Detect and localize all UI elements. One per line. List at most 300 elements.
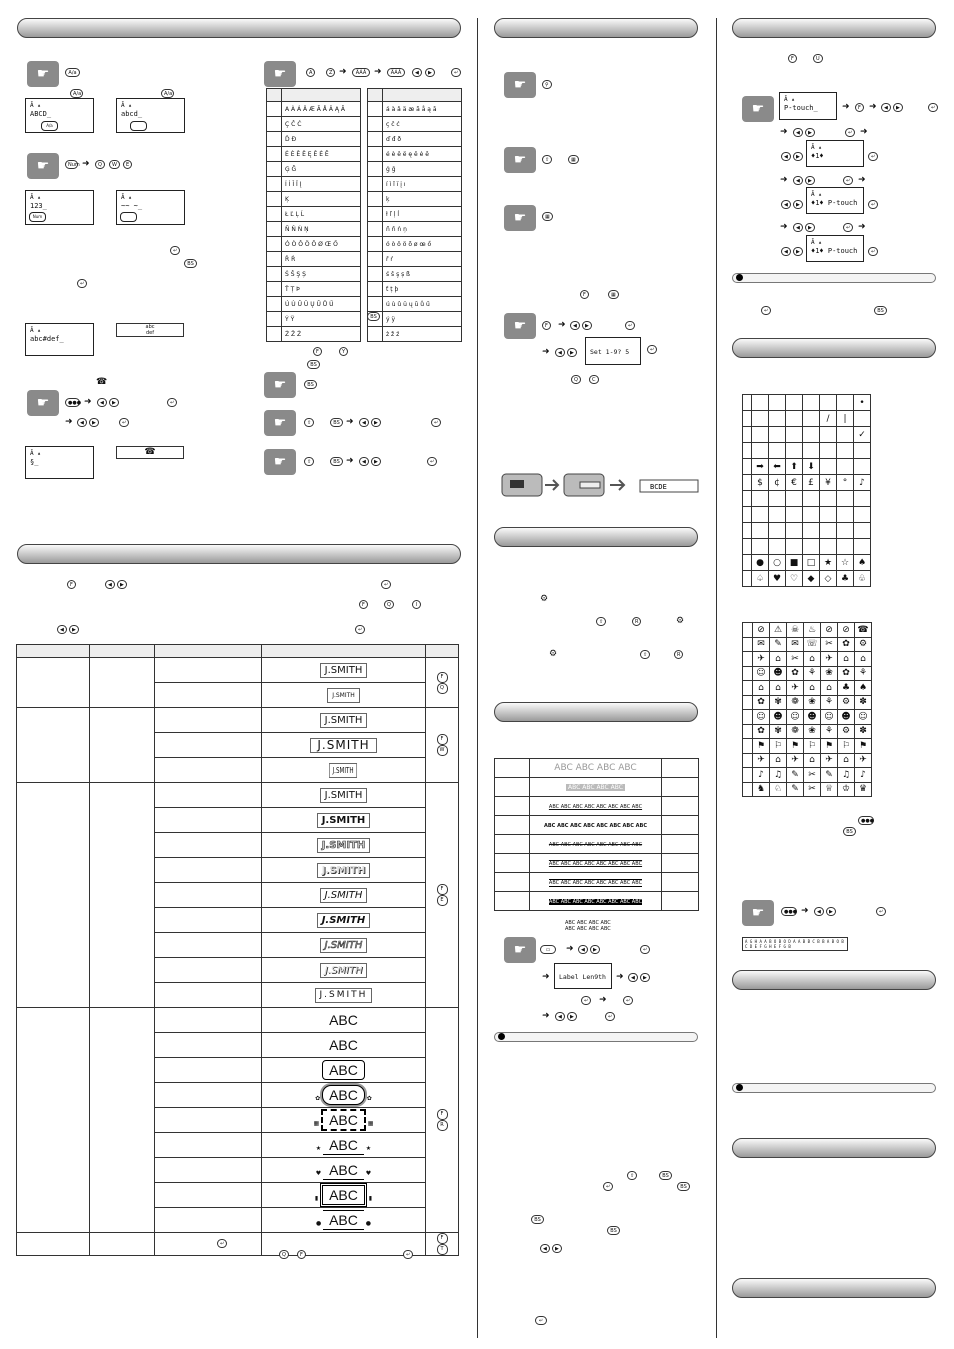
left-arrow-key[interactable]: ◀ — [555, 348, 565, 357]
pictograph-cell[interactable]: ⚐ — [804, 739, 821, 754]
symbol-cell[interactable] — [820, 491, 837, 507]
r-key[interactable]: R — [674, 650, 683, 659]
symbol-cell[interactable]: ★ — [820, 555, 837, 571]
symbol-cell[interactable] — [752, 491, 769, 507]
pictograph-cell[interactable]: ⌂ — [804, 753, 821, 768]
right-arrow-key[interactable]: ▶ — [109, 398, 119, 407]
pictograph-cell[interactable]: ✈ — [821, 652, 838, 667]
pictograph-cell[interactable]: ⚑ — [855, 739, 872, 754]
symbol-cell[interactable]: ■ — [786, 555, 803, 571]
pictograph-cell[interactable]: ☎ — [855, 623, 872, 638]
pictograph-cell[interactable]: ♞ — [753, 782, 770, 797]
pictograph-cell[interactable]: ✉ — [753, 637, 770, 652]
pictograph-cell[interactable]: ✿ — [838, 666, 855, 681]
left-arrow-key[interactable]: ◀ — [793, 128, 803, 137]
symbol-cell[interactable]: | — [837, 411, 854, 427]
bs-key-3[interactable]: BS — [307, 360, 320, 369]
symbol-cell[interactable]: £ — [803, 475, 820, 491]
return-key-2[interactable]: ↵ — [77, 279, 87, 288]
symbol-cell[interactable] — [786, 427, 803, 443]
combo-key[interactable]: R — [437, 1120, 448, 1131]
pictograph-cell[interactable]: ⚑ — [787, 739, 804, 754]
a-key[interactable]: A — [306, 68, 315, 77]
pictograph-cell[interactable]: ✿ — [787, 666, 804, 681]
symbol-cell[interactable] — [820, 443, 837, 459]
pictograph-cell[interactable]: ❀ — [804, 724, 821, 739]
right-arrow-key[interactable]: ▶ — [805, 128, 815, 137]
right-arrow-key[interactable]: ▶ — [425, 68, 435, 77]
w-key[interactable]: W — [109, 160, 120, 169]
left-arrow-key[interactable]: ◀ — [781, 152, 791, 161]
symbol-cell[interactable]: ¢ — [769, 475, 786, 491]
pictograph-cell[interactable]: ☻ — [804, 710, 821, 725]
symbol-cell[interactable]: ♡ — [786, 571, 803, 587]
pictograph-cell[interactable]: ⚙ — [855, 637, 872, 652]
symbol-cell[interactable] — [854, 411, 871, 427]
symbol-cell[interactable] — [854, 459, 871, 475]
symbol-cell[interactable] — [752, 507, 769, 523]
pictograph-cell[interactable]: ✂ — [821, 637, 838, 652]
return-key-7[interactable]: ↵ — [427, 457, 437, 466]
left-arrow-key[interactable]: ◀ — [881, 103, 891, 112]
shift-key[interactable]: ⇧ — [542, 155, 552, 164]
right-arrow-key[interactable]: ▶ — [552, 1244, 562, 1253]
pictograph-cell[interactable]: ✈ — [787, 753, 804, 768]
caps-key-small[interactable]: A/a — [70, 89, 83, 98]
return-key-27[interactable]: ↵ — [761, 306, 771, 315]
symbol-cell[interactable]: ● — [752, 555, 769, 571]
symbol-cell[interactable]: $ — [752, 475, 769, 491]
return-key-25[interactable]: ↵ — [843, 223, 853, 232]
symbol-cell[interactable] — [837, 491, 854, 507]
pictograph-cell[interactable]: ☺ — [753, 710, 770, 725]
return-key-5[interactable]: ↵ — [451, 68, 461, 77]
pictograph-cell[interactable]: ✿ — [753, 724, 770, 739]
pictograph-cell[interactable]: ♔ — [838, 782, 855, 797]
shift-key-5[interactable]: ⇧ — [627, 1171, 637, 1180]
symbol-cell[interactable] — [854, 523, 871, 539]
pictograph-cell[interactable]: ✾ — [770, 724, 787, 739]
bs-key-4[interactable]: BS — [304, 380, 317, 389]
symbol-cell[interactable]: ♤ — [752, 571, 769, 587]
symbol-cell[interactable]: ♣ — [837, 571, 854, 587]
right-arrow-key[interactable]: ▶ — [805, 223, 815, 232]
right-arrow-key[interactable]: ▶ — [69, 625, 79, 634]
symbol-cell[interactable] — [820, 523, 837, 539]
symbol-cell[interactable] — [820, 395, 837, 411]
pictograph-cell[interactable]: ⚑ — [753, 739, 770, 754]
symbol-cell[interactable] — [769, 507, 786, 523]
pictograph-cell[interactable]: ✈ — [753, 753, 770, 768]
right-arrow-key[interactable]: ▶ — [640, 973, 650, 982]
return-key-12[interactable]: ↵ — [625, 321, 635, 330]
right-arrow-key[interactable]: ▶ — [590, 945, 600, 954]
pictograph-cell[interactable]: ❁ — [787, 724, 804, 739]
print-key-3[interactable]: ▦ — [608, 290, 619, 299]
symbol-cell[interactable] — [769, 539, 786, 555]
right-arrow-key[interactable]: ▶ — [793, 200, 803, 209]
symbol-cell[interactable] — [803, 491, 820, 507]
symbol-key-3[interactable]: ●●● — [781, 907, 797, 916]
right-arrow-key[interactable]: ▶ — [805, 176, 815, 185]
symbol-cell[interactable]: ° — [837, 475, 854, 491]
symbol-cell[interactable] — [752, 539, 769, 555]
r-key[interactable]: R — [632, 617, 641, 626]
return-key-23[interactable]: ↵ — [843, 176, 853, 185]
right-arrow-key[interactable]: ▶ — [793, 152, 803, 161]
bs-key-2[interactable]: BS — [367, 312, 380, 321]
right-arrow-key[interactable]: ▶ — [893, 103, 903, 112]
symbol-cell[interactable] — [769, 491, 786, 507]
pictograph-cell[interactable]: ☻ — [770, 710, 787, 725]
symbol-cell[interactable] — [786, 443, 803, 459]
bs-key-9[interactable]: BS — [531, 1215, 544, 1224]
symbol-cell[interactable] — [820, 427, 837, 443]
combo-key[interactable]: F — [437, 672, 448, 683]
i-key[interactable]: I — [412, 600, 421, 609]
pictograph-cell[interactable]: ⚘ — [855, 666, 872, 681]
symbol-cell[interactable] — [803, 443, 820, 459]
symbol-cell[interactable] — [837, 427, 854, 443]
symbol-cell[interactable] — [786, 395, 803, 411]
pictograph-cell[interactable]: ⊘ — [753, 623, 770, 638]
symbol-cell[interactable]: ◆ — [803, 571, 820, 587]
symbol-cell[interactable] — [786, 523, 803, 539]
symbol-cell[interactable] — [786, 539, 803, 555]
pictograph-cell[interactable]: ✂ — [804, 768, 821, 783]
symbol-cell[interactable] — [837, 395, 854, 411]
pictograph-cell[interactable]: ❀ — [804, 695, 821, 710]
symbol-cell[interactable]: ♧ — [854, 571, 871, 587]
right-arrow-key[interactable]: ▶ — [371, 457, 381, 466]
return-key-3[interactable]: ↵ — [167, 398, 177, 407]
pictograph-cell[interactable]: ♕ — [821, 782, 838, 797]
left-arrow-key[interactable]: ◀ — [97, 398, 107, 407]
f-key[interactable]: F — [542, 321, 551, 330]
pictograph-cell[interactable]: ✉ — [787, 637, 804, 652]
pictograph-cell[interactable]: ✈ — [787, 681, 804, 696]
pictograph-cell[interactable]: ☺ — [787, 710, 804, 725]
f-key[interactable]: F — [297, 1250, 306, 1259]
bs-key-11[interactable]: BS — [874, 306, 887, 315]
pictograph-cell[interactable]: ⌂ — [838, 753, 855, 768]
bs-key-8[interactable]: BS — [677, 1182, 690, 1191]
pictograph-cell[interactable]: ⌂ — [855, 652, 872, 667]
pictograph-cell[interactable]: ☏ — [804, 637, 821, 652]
pictograph-cell[interactable]: ⚑ — [821, 739, 838, 754]
symbol-cell[interactable] — [769, 427, 786, 443]
pictograph-cell[interactable]: ⌂ — [821, 681, 838, 696]
pictograph-cell[interactable]: ☺ — [855, 710, 872, 725]
left-arrow-key[interactable]: ◀ — [628, 973, 638, 982]
symbol-cell[interactable]: □ — [803, 555, 820, 571]
q-key[interactable]: Q — [279, 1250, 289, 1259]
combo-key[interactable]: W — [437, 745, 448, 756]
right-arrow-key[interactable]: ▶ — [826, 907, 836, 916]
q-key[interactable]: Q — [95, 160, 105, 169]
symbol-cell[interactable]: ✓ — [854, 427, 871, 443]
left-arrow-key[interactable]: ◀ — [412, 68, 422, 77]
left-arrow-key[interactable]: ◀ — [57, 625, 67, 634]
f-key[interactable]: F — [855, 103, 864, 112]
pictograph-cell[interactable]: ♪ — [855, 768, 872, 783]
pictograph-cell[interactable]: ♠ — [855, 681, 872, 696]
bs-key-7[interactable]: BS — [659, 1171, 672, 1180]
left-arrow-key[interactable]: ◀ — [105, 580, 115, 589]
pictograph-cell[interactable]: ♘ — [770, 782, 787, 797]
symbol-cell[interactable]: ⬇ — [803, 459, 820, 475]
search-icon[interactable]: ⚲ — [542, 80, 552, 89]
symbol-cell[interactable]: € — [786, 475, 803, 491]
accent-key-2[interactable]: ÄÁÂ — [387, 68, 405, 77]
symbol-cell[interactable] — [786, 507, 803, 523]
symbol-cell[interactable] — [837, 539, 854, 555]
pictograph-cell[interactable]: ✾ — [770, 695, 787, 710]
symbol-cell[interactable]: ○ — [769, 555, 786, 571]
u-key[interactable]: U — [813, 54, 823, 63]
pictograph-cell[interactable]: ♣ — [838, 681, 855, 696]
return-key-20[interactable]: ↵ — [928, 103, 938, 112]
pictograph-cell[interactable]: ⌂ — [753, 681, 770, 696]
symbol-cell[interactable] — [820, 459, 837, 475]
return-key-24[interactable]: ↵ — [868, 200, 878, 209]
f-key[interactable]: F — [359, 600, 368, 609]
combo-key[interactable]: Q — [437, 683, 448, 694]
right-arrow-key[interactable]: ▶ — [371, 418, 381, 427]
combo-key[interactable]: F — [437, 734, 448, 745]
pictograph-cell[interactable]: ♛ — [855, 782, 872, 797]
label-length-key[interactable]: ▭ — [540, 945, 556, 954]
symbol-cell[interactable] — [854, 491, 871, 507]
left-arrow-key[interactable]: ◀ — [793, 176, 803, 185]
pictograph-cell[interactable]: ✿ — [838, 637, 855, 652]
symbol-cell[interactable] — [769, 443, 786, 459]
f-key[interactable]: F — [580, 290, 589, 299]
pictograph-cell[interactable]: ⌂ — [804, 652, 821, 667]
return-key-6[interactable]: ↵ — [431, 418, 441, 427]
z-key[interactable]: Z — [326, 68, 335, 77]
symbol-cell[interactable]: ☆ — [837, 555, 854, 571]
pictograph-cell[interactable]: ☻ — [838, 710, 855, 725]
left-arrow-key[interactable]: ◀ — [814, 907, 824, 916]
combo-key[interactable]: F — [437, 1109, 448, 1120]
pictograph-cell[interactable]: ☺ — [821, 710, 838, 725]
return-key-26[interactable]: ↵ — [868, 247, 878, 256]
left-arrow-key[interactable]: ◀ — [77, 418, 87, 427]
symbol-cell[interactable] — [803, 523, 820, 539]
shift-key[interactable]: ⇧ — [304, 418, 314, 427]
left-arrow-key[interactable]: ◀ — [793, 223, 803, 232]
return-key[interactable]: ↵ — [170, 246, 180, 255]
symbol-cell[interactable]: ➡ — [752, 459, 769, 475]
num-key[interactable]: Num — [65, 160, 78, 169]
pictograph-cell[interactable]: ⌂ — [838, 652, 855, 667]
pictograph-cell[interactable]: ✎ — [787, 768, 804, 783]
symbol-cell[interactable] — [786, 491, 803, 507]
symbol-cell[interactable] — [752, 427, 769, 443]
pictograph-cell[interactable]: ✂ — [804, 782, 821, 797]
combo-key[interactable]: F — [437, 1233, 448, 1244]
pictograph-cell[interactable]: ⌂ — [770, 753, 787, 768]
pictograph-cell[interactable]: ✽ — [855, 724, 872, 739]
print-key-2[interactable]: ▦ — [542, 212, 553, 221]
return-key-10[interactable]: ↵ — [217, 1239, 227, 1248]
symbol-cell[interactable] — [769, 411, 786, 427]
symbol-cell[interactable] — [803, 507, 820, 523]
f-key[interactable]: F — [788, 54, 797, 63]
return-key-8[interactable]: ↵ — [381, 580, 391, 589]
symbol-cell[interactable] — [854, 443, 871, 459]
pictograph-cell[interactable]: ✈ — [821, 753, 838, 768]
right-arrow-key[interactable]: ▶ — [117, 580, 127, 589]
symbol-cell[interactable] — [820, 507, 837, 523]
left-arrow-key[interactable]: ◀ — [359, 418, 369, 427]
symbol-cell[interactable]: ♠ — [854, 555, 871, 571]
pictograph-cell[interactable]: ✈ — [855, 753, 872, 768]
symbol-cell[interactable] — [837, 507, 854, 523]
pictograph-cell[interactable]: ⚐ — [838, 739, 855, 754]
right-arrow-key[interactable]: ▶ — [582, 321, 592, 330]
symbol-cell[interactable] — [837, 443, 854, 459]
return-key-21[interactable]: ↵ — [845, 128, 855, 137]
symbol-cell[interactable] — [752, 411, 769, 427]
pictograph-cell[interactable]: ⚘ — [821, 695, 838, 710]
return-key-22[interactable]: ↵ — [868, 152, 878, 161]
pictograph-cell[interactable]: ❀ — [821, 666, 838, 681]
pictograph-cell[interactable]: ⌂ — [804, 681, 821, 696]
symbol-cell[interactable]: ♪ — [854, 475, 871, 491]
symbol-cell[interactable] — [752, 523, 769, 539]
y-key[interactable]: Y — [339, 347, 348, 356]
pictograph-cell[interactable]: ⊘ — [838, 623, 855, 638]
pictograph-cell[interactable]: ✎ — [821, 768, 838, 783]
pictograph-cell[interactable]: ♫ — [838, 768, 855, 783]
symbol-key[interactable]: ●●● — [65, 398, 80, 407]
symbol-cell[interactable] — [769, 523, 786, 539]
bs-key-5[interactable]: BS — [330, 418, 343, 427]
return-key-13[interactable]: ↵ — [647, 345, 657, 354]
right-arrow-key[interactable]: ▶ — [567, 1012, 577, 1021]
pictograph-cell[interactable]: ☺ — [753, 666, 770, 681]
pictograph-cell[interactable]: ✿ — [753, 695, 770, 710]
symbol-cell[interactable]: ⬆ — [786, 459, 803, 475]
left-arrow-key[interactable]: ◀ — [781, 247, 791, 256]
pictograph-cell[interactable]: ⊘ — [821, 623, 838, 638]
shift-key-4[interactable]: ⇧ — [640, 650, 650, 659]
symbol-cell[interactable]: ¥ — [820, 475, 837, 491]
symbol-cell[interactable] — [837, 459, 854, 475]
return-key-9[interactable]: ↵ — [355, 625, 365, 634]
return-key-19[interactable]: ↵ — [535, 1316, 547, 1325]
right-arrow-key[interactable]: ▶ — [567, 348, 577, 357]
return-key-11[interactable]: ↵ — [403, 1250, 413, 1259]
symbol-key-2[interactable]: ●●● — [858, 816, 874, 825]
pictograph-cell[interactable]: ⚘ — [804, 666, 821, 681]
symbol-cell[interactable]: • — [854, 395, 871, 411]
print-key[interactable]: ▦ — [568, 155, 579, 164]
symbol-cell[interactable]: ⬅ — [769, 459, 786, 475]
pictograph-cell[interactable]: ⌂ — [770, 652, 787, 667]
pictograph-cell[interactable]: ⚠ — [770, 623, 787, 638]
q-key[interactable]: Q — [384, 600, 394, 609]
symbol-cell[interactable]: ♥ — [769, 571, 786, 587]
symbol-cell[interactable] — [820, 539, 837, 555]
c-key[interactable]: C — [589, 375, 599, 384]
return-key-16[interactable]: ↵ — [623, 996, 633, 1005]
e-key[interactable]: E — [123, 160, 132, 169]
q-key[interactable]: Q — [571, 375, 581, 384]
left-arrow-key[interactable]: ◀ — [555, 1012, 565, 1021]
return-key-28[interactable]: ↵ — [876, 907, 886, 916]
symbol-cell[interactable] — [854, 539, 871, 555]
symbol-cell[interactable] — [769, 395, 786, 411]
symbol-cell[interactable]: / — [820, 411, 837, 427]
left-arrow-key[interactable]: ◀ — [781, 200, 791, 209]
pictograph-cell[interactable]: ✽ — [855, 695, 872, 710]
symbol-cell[interactable] — [752, 443, 769, 459]
bs-key-12[interactable]: BS — [843, 827, 856, 836]
pictograph-cell[interactable]: ♫ — [770, 768, 787, 783]
left-arrow-key[interactable]: ◀ — [570, 321, 580, 330]
return-key-17[interactable]: ↵ — [605, 1012, 615, 1021]
bs-key-6[interactable]: BS — [330, 457, 343, 466]
left-arrow-key[interactable]: ◀ — [540, 1244, 550, 1253]
left-arrow-key[interactable]: ◀ — [359, 457, 369, 466]
bs-key[interactable]: BS — [184, 259, 197, 268]
symbol-cell[interactable] — [803, 395, 820, 411]
pictograph-cell[interactable]: ⌂ — [770, 681, 787, 696]
symbol-cell[interactable] — [837, 523, 854, 539]
pictograph-cell[interactable]: ✎ — [787, 782, 804, 797]
return-key-18[interactable]: ↵ — [603, 1182, 613, 1191]
pictograph-cell[interactable]: ⚙ — [838, 724, 855, 739]
return-key-14[interactable]: ↵ — [640, 945, 650, 954]
pictograph-cell[interactable]: ♨ — [804, 623, 821, 638]
symbol-cell[interactable] — [803, 411, 820, 427]
pictograph-cell[interactable]: ✈ — [753, 652, 770, 667]
caps-key-small-2[interactable]: A/a — [161, 89, 174, 98]
right-arrow-key[interactable]: ▶ — [793, 247, 803, 256]
return-key-4[interactable]: ↵ — [119, 418, 129, 427]
pictograph-cell[interactable]: ☠ — [787, 623, 804, 638]
symbol-cell[interactable] — [786, 411, 803, 427]
symbol-cell[interactable]: ◇ — [820, 571, 837, 587]
pictograph-cell[interactable]: ☻ — [770, 666, 787, 681]
shift-key-3[interactable]: ⇧ — [596, 617, 606, 626]
pictograph-cell[interactable]: ⚐ — [770, 739, 787, 754]
right-arrow-key[interactable]: ▶ — [89, 418, 99, 427]
combo-key[interactable]: F — [437, 884, 448, 895]
pictograph-cell[interactable]: ♪ — [753, 768, 770, 783]
combo-key[interactable]: E — [437, 895, 448, 906]
pictograph-cell[interactable]: ⚙ — [838, 695, 855, 710]
f-key[interactable]: F — [313, 347, 322, 356]
pictograph-cell[interactable]: ❁ — [787, 695, 804, 710]
bs-key-10[interactable]: BS — [607, 1226, 620, 1235]
symbol-cell[interactable] — [854, 507, 871, 523]
caps-key[interactable]: A/a — [65, 68, 80, 77]
left-arrow-key[interactable]: ◀ — [578, 945, 588, 954]
combo-key[interactable]: T — [437, 1244, 448, 1255]
pictograph-cell[interactable]: ✂ — [787, 652, 804, 667]
pictograph-cell[interactable]: ✎ — [770, 637, 787, 652]
pictograph-cell[interactable]: ⚘ — [821, 724, 838, 739]
f-key[interactable]: F — [67, 580, 76, 589]
symbol-cell[interactable] — [752, 395, 769, 411]
symbol-cell[interactable] — [803, 539, 820, 555]
return-key-15[interactable]: ↵ — [581, 996, 591, 1005]
symbol-cell[interactable] — [803, 427, 820, 443]
